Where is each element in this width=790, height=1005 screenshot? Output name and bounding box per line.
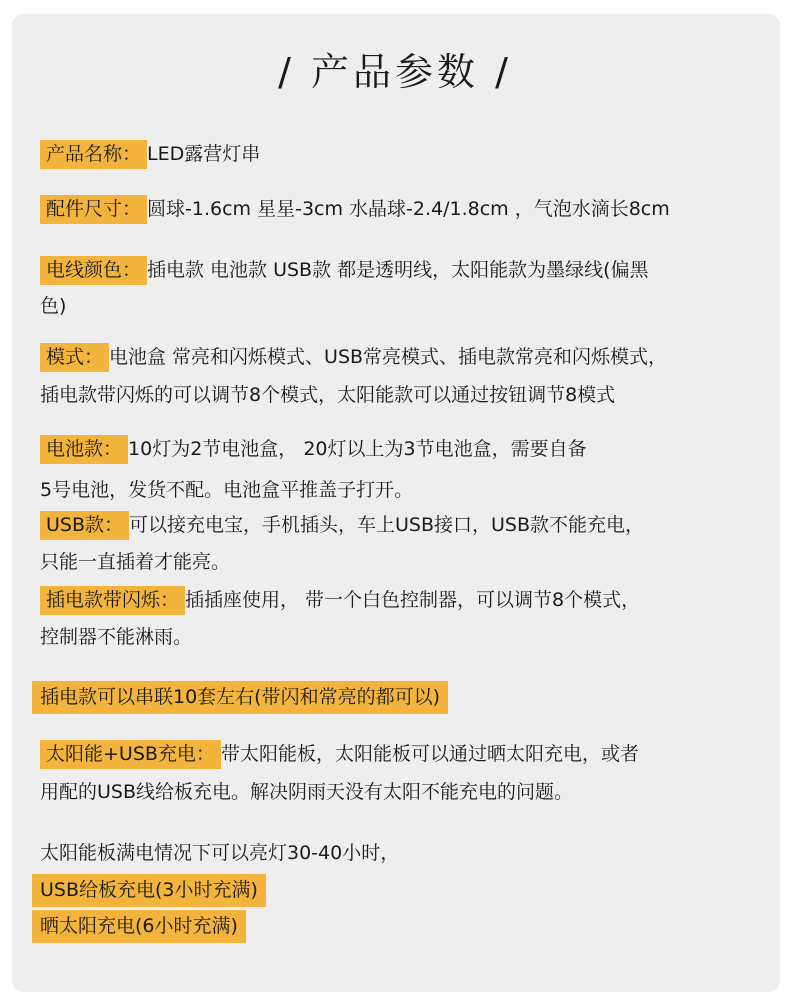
row-mode-cont	[40, 382, 615, 408]
row-solar	[40, 741, 639, 767]
row-battery-cont	[40, 477, 413, 503]
value-size: 圆球-1.6cm 星星-3cm 水晶球-2.4/1.8cm ，气泡水滴长8cm	[147, 198, 670, 220]
row-product-name	[40, 141, 260, 167]
row-battery	[40, 436, 587, 462]
value-battery-1: 10灯为2节电池盒， 20灯以上为3节电池盒，需要自备	[128, 438, 587, 460]
row-solar-cont	[40, 779, 573, 805]
row-size	[40, 196, 670, 222]
label-battery: 电池款：	[40, 435, 128, 464]
value-wire-color-1: 插电款 电池款 USB款 都是透明线，太阳能款为墨绿线(偏黑	[147, 259, 649, 281]
label-solar: 太阳能+USB充电：	[40, 740, 221, 769]
row-plug-cont	[40, 624, 192, 650]
value-mode-1: 电池盒 常亮和闪烁模式、USB常亮模式、插电款常亮和闪烁模式，	[109, 346, 668, 368]
value-wire-color-2: 色)	[40, 295, 67, 317]
value-product-name: LED露营灯串	[147, 143, 261, 165]
label-product-name: 产品名称：	[40, 140, 147, 169]
value-runtime: 太阳能板满电情况下可以亮灯30-40小时，	[40, 842, 400, 864]
row-wire-color	[40, 257, 649, 283]
value-mode-2: 插电款带闪烁的可以调节8个模式，太阳能款可以通过按钮调节8模式	[40, 384, 616, 406]
row-plug	[40, 587, 640, 613]
value-solar-1: 带太阳能板，太阳能板可以通过晒太阳充电，或者	[220, 743, 639, 765]
label-mode: 模式：	[40, 343, 109, 372]
row-usb-cont	[40, 549, 230, 575]
label-usb: USB款：	[40, 511, 129, 540]
value-usb-2: 只能一直插着才能亮。	[40, 551, 231, 573]
row-usb	[40, 512, 644, 538]
label-wire-color: 电线颜色：	[40, 256, 147, 285]
row-runtime	[40, 840, 399, 866]
value-battery-2: 5号电池，发货不配。电池盒平推盖子打开。	[40, 479, 414, 501]
label-series: 插电款可以串联10套左右(带闪和常亮的都可以)	[32, 681, 448, 714]
value-usb-1: 可以接充电宝，手机插头，车上USB接口，USB款不能充电，	[129, 514, 645, 536]
page-title: / 产品参数 /	[278, 50, 512, 94]
value-plug-1: 插插座使用， 带一个白色控制器，可以调节8个模式，	[185, 589, 641, 611]
row-wire-color-cont	[40, 293, 66, 319]
label-size: 配件尺寸：	[40, 195, 147, 224]
label-plug: 插电款带闪烁：	[40, 586, 185, 615]
value-plug-2: 控制器不能淋雨。	[40, 626, 193, 648]
label-sun-charge: 晒太阳充电(6小时充满)	[32, 910, 246, 943]
value-solar-2: 用配的USB线给板充电。解决阴雨天没有太阳不能充电的问题。	[40, 781, 574, 803]
row-mode	[40, 344, 667, 370]
label-usb-charge: USB给板充电(3小时充满)	[32, 874, 266, 907]
